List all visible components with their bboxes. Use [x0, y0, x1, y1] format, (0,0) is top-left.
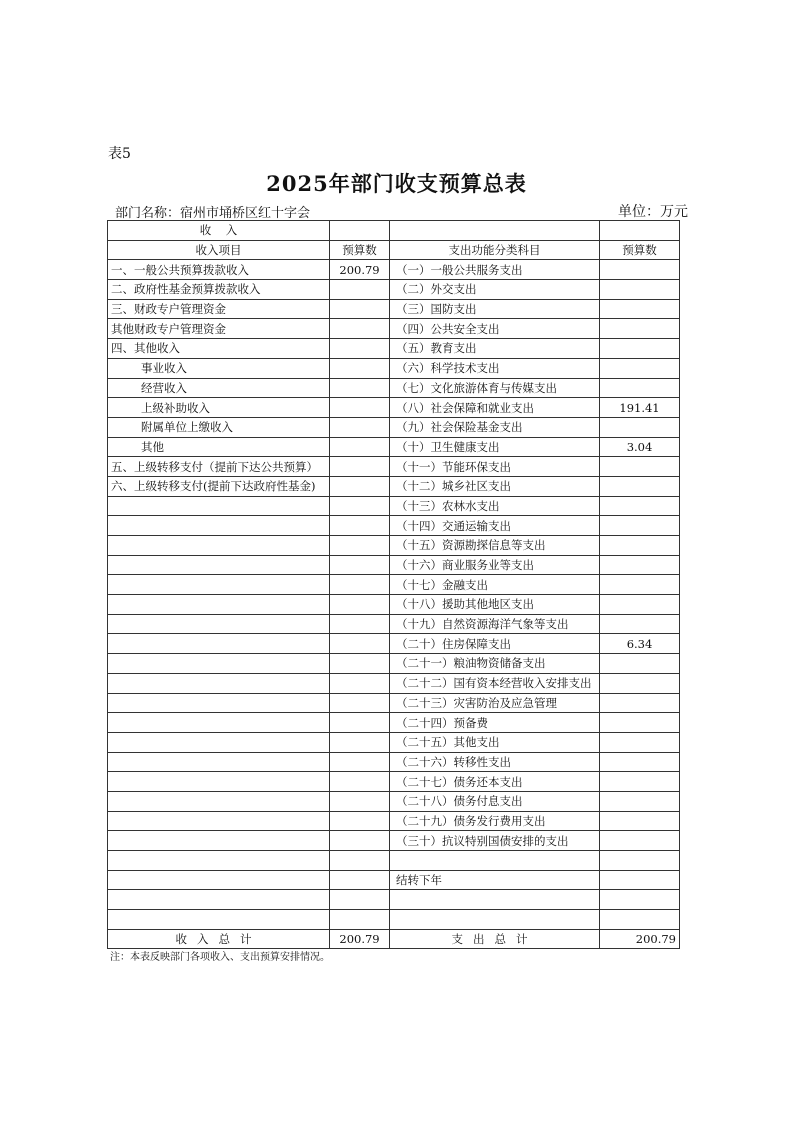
expense-item-cell: （七）文化旅游体育与传媒支出 — [390, 378, 600, 398]
table-row — [108, 299, 680, 319]
expense-value-cell — [600, 339, 680, 359]
total-row — [108, 929, 680, 949]
income-item-cell: 六、上级转移支付(提前下达政府性基金) — [108, 476, 330, 496]
expense-item-cell: （四）公共安全支出 — [390, 319, 600, 339]
income-value-cell — [330, 555, 390, 575]
table-row — [108, 890, 680, 910]
income-item-cell — [108, 496, 330, 516]
income-item-cell — [108, 673, 330, 693]
income-item-cell — [108, 555, 330, 575]
income-item-cell: 经营收入 — [108, 378, 330, 398]
table-row — [108, 851, 680, 871]
income-item-cell — [108, 910, 330, 930]
expense-item-cell: （十七）金融支出 — [390, 575, 600, 595]
income-item-cell — [108, 870, 330, 890]
expense-value-cell — [600, 555, 680, 575]
expense-item-cell: （十一）节能环保支出 — [390, 457, 600, 477]
income-item-cell — [108, 831, 330, 851]
table-row — [108, 732, 680, 752]
income-value-cell — [330, 851, 390, 871]
header-row-group — [108, 221, 680, 241]
income-item-cell: 附属单位上缴收入 — [108, 417, 330, 437]
expense-value-cell — [600, 319, 680, 339]
table-row — [108, 595, 680, 615]
income-value-cell — [330, 339, 390, 359]
income-value-cell — [330, 634, 390, 654]
expense-item-cell: （十二）城乡社区支出 — [390, 476, 600, 496]
expense-item-cell: （三十）抗议特别国债安排的支出 — [390, 831, 600, 851]
income-value-cell — [330, 614, 390, 634]
expense-item-cell: （八）社会保障和就业支出 — [390, 398, 600, 418]
table-row — [108, 398, 680, 418]
income-value-cell — [330, 890, 390, 910]
expense-item-cell: （二十六）转移性支出 — [390, 752, 600, 772]
table-row — [108, 575, 680, 595]
expense-value-cell — [600, 772, 680, 792]
income-item-cell — [108, 890, 330, 910]
income-item-cell: 三、财政专户管理资金 — [108, 299, 330, 319]
expense-value-cell: 191.41 — [600, 398, 680, 418]
expense-item-cell: （一）一般公共服务支出 — [390, 260, 600, 280]
income-value-cell — [330, 280, 390, 300]
expense-value-cell — [600, 358, 680, 378]
expense-item-header: 支出功能分类科目 — [390, 240, 600, 260]
table-row — [108, 831, 680, 851]
income-value-cell — [330, 457, 390, 477]
expense-value-cell — [600, 378, 680, 398]
income-value-cell — [330, 693, 390, 713]
income-value-cell — [330, 732, 390, 752]
table-row — [108, 339, 680, 359]
table-row — [108, 791, 680, 811]
table-row — [108, 457, 680, 477]
expense-value-cell — [600, 614, 680, 634]
expense-budget-header: 预算数 — [600, 240, 680, 260]
expense-item-cell: （二十七）债务还本支出 — [390, 772, 600, 792]
income-item-cell: 其他财政专户管理资金 — [108, 319, 330, 339]
table-row — [108, 693, 680, 713]
footnote: 注：本表反映部门各项收入、支出预算安排情况。 — [110, 952, 330, 963]
income-value-cell — [330, 910, 390, 930]
income-value-cell — [330, 654, 390, 674]
expense-item-cell: （二十一）粮油物资储备支出 — [390, 654, 600, 674]
expense-value-cell — [600, 870, 680, 890]
expense-value-cell: 3.04 — [600, 437, 680, 457]
income-item-cell — [108, 851, 330, 871]
income-item-cell — [108, 752, 330, 772]
income-item-cell — [108, 713, 330, 733]
table-row — [108, 752, 680, 772]
income-value-cell — [330, 713, 390, 733]
income-item-cell — [108, 654, 330, 674]
income-item-cell — [108, 791, 330, 811]
table-row — [108, 654, 680, 674]
unit-label: 单位：万元 — [618, 204, 688, 220]
income-item-cell: 五、上级转移支付（提前下达公共预算） — [108, 457, 330, 477]
table-row — [108, 536, 680, 556]
expense-value-cell — [600, 476, 680, 496]
expense-value-cell — [600, 673, 680, 693]
expense-value-cell — [600, 536, 680, 556]
expense-item-cell: （二）外交支出 — [390, 280, 600, 300]
income-value-cell — [330, 595, 390, 615]
expense-item-cell: （二十三）灾害防治及应急管理 — [390, 693, 600, 713]
expense-value-cell — [600, 713, 680, 733]
expense-value-cell — [600, 752, 680, 772]
page-title: 2025年部门收支预算总表 — [266, 171, 527, 196]
table-row — [108, 634, 680, 654]
empty-cell — [390, 221, 600, 241]
table-row — [108, 516, 680, 536]
income-item-cell: 上级补助收入 — [108, 398, 330, 418]
expense-item-cell: 结转下年 — [390, 870, 600, 890]
income-item-cell — [108, 595, 330, 615]
income-budget-header: 预算数 — [330, 240, 390, 260]
income-value-cell — [330, 536, 390, 556]
income-value-cell — [330, 496, 390, 516]
expense-value-cell — [600, 654, 680, 674]
table-row — [108, 811, 680, 831]
income-item-cell: 四、其他收入 — [108, 339, 330, 359]
expense-item-cell — [390, 910, 600, 930]
income-value-cell: 200.79 — [330, 260, 390, 280]
table-row — [108, 319, 680, 339]
table-row — [108, 280, 680, 300]
income-value-cell — [330, 831, 390, 851]
income-value-cell — [330, 299, 390, 319]
expense-value-cell — [600, 831, 680, 851]
income-value-cell — [330, 791, 390, 811]
income-item-cell — [108, 811, 330, 831]
expense-value-cell — [600, 260, 680, 280]
income-item-cell — [108, 732, 330, 752]
expense-item-cell: （十八）援助其他地区支出 — [390, 595, 600, 615]
income-item-cell: 事业收入 — [108, 358, 330, 378]
expense-item-cell — [390, 890, 600, 910]
expense-value-cell — [600, 457, 680, 477]
expense-value-cell: 6.34 — [600, 634, 680, 654]
table-number-label: 表5 — [108, 146, 131, 162]
table-row — [108, 614, 680, 634]
income-value-cell — [330, 772, 390, 792]
header-row — [108, 240, 680, 260]
income-value-cell — [330, 575, 390, 595]
table-row — [108, 673, 680, 693]
empty-cell — [600, 221, 680, 241]
table-row — [108, 358, 680, 378]
income-value-cell — [330, 358, 390, 378]
expense-value-cell — [600, 811, 680, 831]
expense-item-cell: （二十四）预备费 — [390, 713, 600, 733]
table-row — [108, 772, 680, 792]
income-value-cell — [330, 752, 390, 772]
income-item-cell — [108, 575, 330, 595]
income-value-cell — [330, 870, 390, 890]
income-item-header: 收入项目 — [108, 240, 330, 260]
expense-value-cell — [600, 299, 680, 319]
expense-value-cell — [600, 890, 680, 910]
expense-total-value: 200.79 — [600, 929, 680, 949]
income-value-cell — [330, 437, 390, 457]
expense-item-cell: （六）科学技术支出 — [390, 358, 600, 378]
income-item-cell — [108, 772, 330, 792]
table-row — [108, 910, 680, 930]
table-row — [108, 476, 680, 496]
expense-item-cell: （十六）商业服务业等支出 — [390, 555, 600, 575]
expense-value-cell — [600, 280, 680, 300]
table-row — [108, 870, 680, 890]
table-row — [108, 378, 680, 398]
empty-cell — [330, 221, 390, 241]
income-item-cell — [108, 536, 330, 556]
expense-value-cell — [600, 575, 680, 595]
income-value-cell — [330, 476, 390, 496]
income-group-header: 收 入 — [108, 221, 330, 241]
expense-item-cell — [390, 851, 600, 871]
expense-value-cell — [600, 595, 680, 615]
income-total-value: 200.79 — [330, 929, 390, 949]
expense-item-cell: （十）卫生健康支出 — [390, 437, 600, 457]
income-item-cell: 一、一般公共预算拨款收入 — [108, 260, 330, 280]
expense-item-cell: （二十九）债务发行费用支出 — [390, 811, 600, 831]
expense-item-cell: （二十五）其他支出 — [390, 732, 600, 752]
income-item-cell — [108, 614, 330, 634]
table-row — [108, 713, 680, 733]
budget-table — [107, 220, 680, 949]
expense-value-cell — [600, 693, 680, 713]
expense-value-cell — [600, 516, 680, 536]
income-value-cell — [330, 398, 390, 418]
expense-item-cell: （三）国防支出 — [390, 299, 600, 319]
table-row — [108, 437, 680, 457]
income-item-cell: 二、政府性基金预算拨款收入 — [108, 280, 330, 300]
expense-value-cell — [600, 417, 680, 437]
income-value-cell — [330, 378, 390, 398]
expense-value-cell — [600, 851, 680, 871]
expense-item-cell: （二十）住房保障支出 — [390, 634, 600, 654]
table-row — [108, 260, 680, 280]
income-item-cell — [108, 516, 330, 536]
expense-item-cell: （十三）农林水支出 — [390, 496, 600, 516]
expense-item-cell: （十四）交通运输支出 — [390, 516, 600, 536]
expense-item-cell: （二十二）国有资本经营收入安排支出 — [390, 673, 600, 693]
expense-item-cell: （九）社会保险基金支出 — [390, 417, 600, 437]
income-item-cell — [108, 634, 330, 654]
income-value-cell — [330, 319, 390, 339]
income-value-cell — [330, 673, 390, 693]
income-item-cell — [108, 693, 330, 713]
expense-total-label: 支出总计 — [390, 929, 600, 949]
expense-item-cell: （十九）自然资源海洋气象等支出 — [390, 614, 600, 634]
expense-value-cell — [600, 791, 680, 811]
department-name: 部门名称：宿州市埇桥区红十字会 — [115, 206, 311, 221]
income-total-label: 收入总计 — [108, 929, 330, 949]
expense-item-cell: （五）教育支出 — [390, 339, 600, 359]
expense-value-cell — [600, 496, 680, 516]
table-row — [108, 496, 680, 516]
expense-value-cell — [600, 910, 680, 930]
expense-item-cell: （十五）资源勘探信息等支出 — [390, 536, 600, 556]
expense-item-cell: （二十八）债务付息支出 — [390, 791, 600, 811]
income-value-cell — [330, 516, 390, 536]
income-value-cell — [330, 811, 390, 831]
income-value-cell — [330, 417, 390, 437]
table-row — [108, 417, 680, 437]
income-item-cell: 其他 — [108, 437, 330, 457]
table-row — [108, 555, 680, 575]
expense-value-cell — [600, 732, 680, 752]
